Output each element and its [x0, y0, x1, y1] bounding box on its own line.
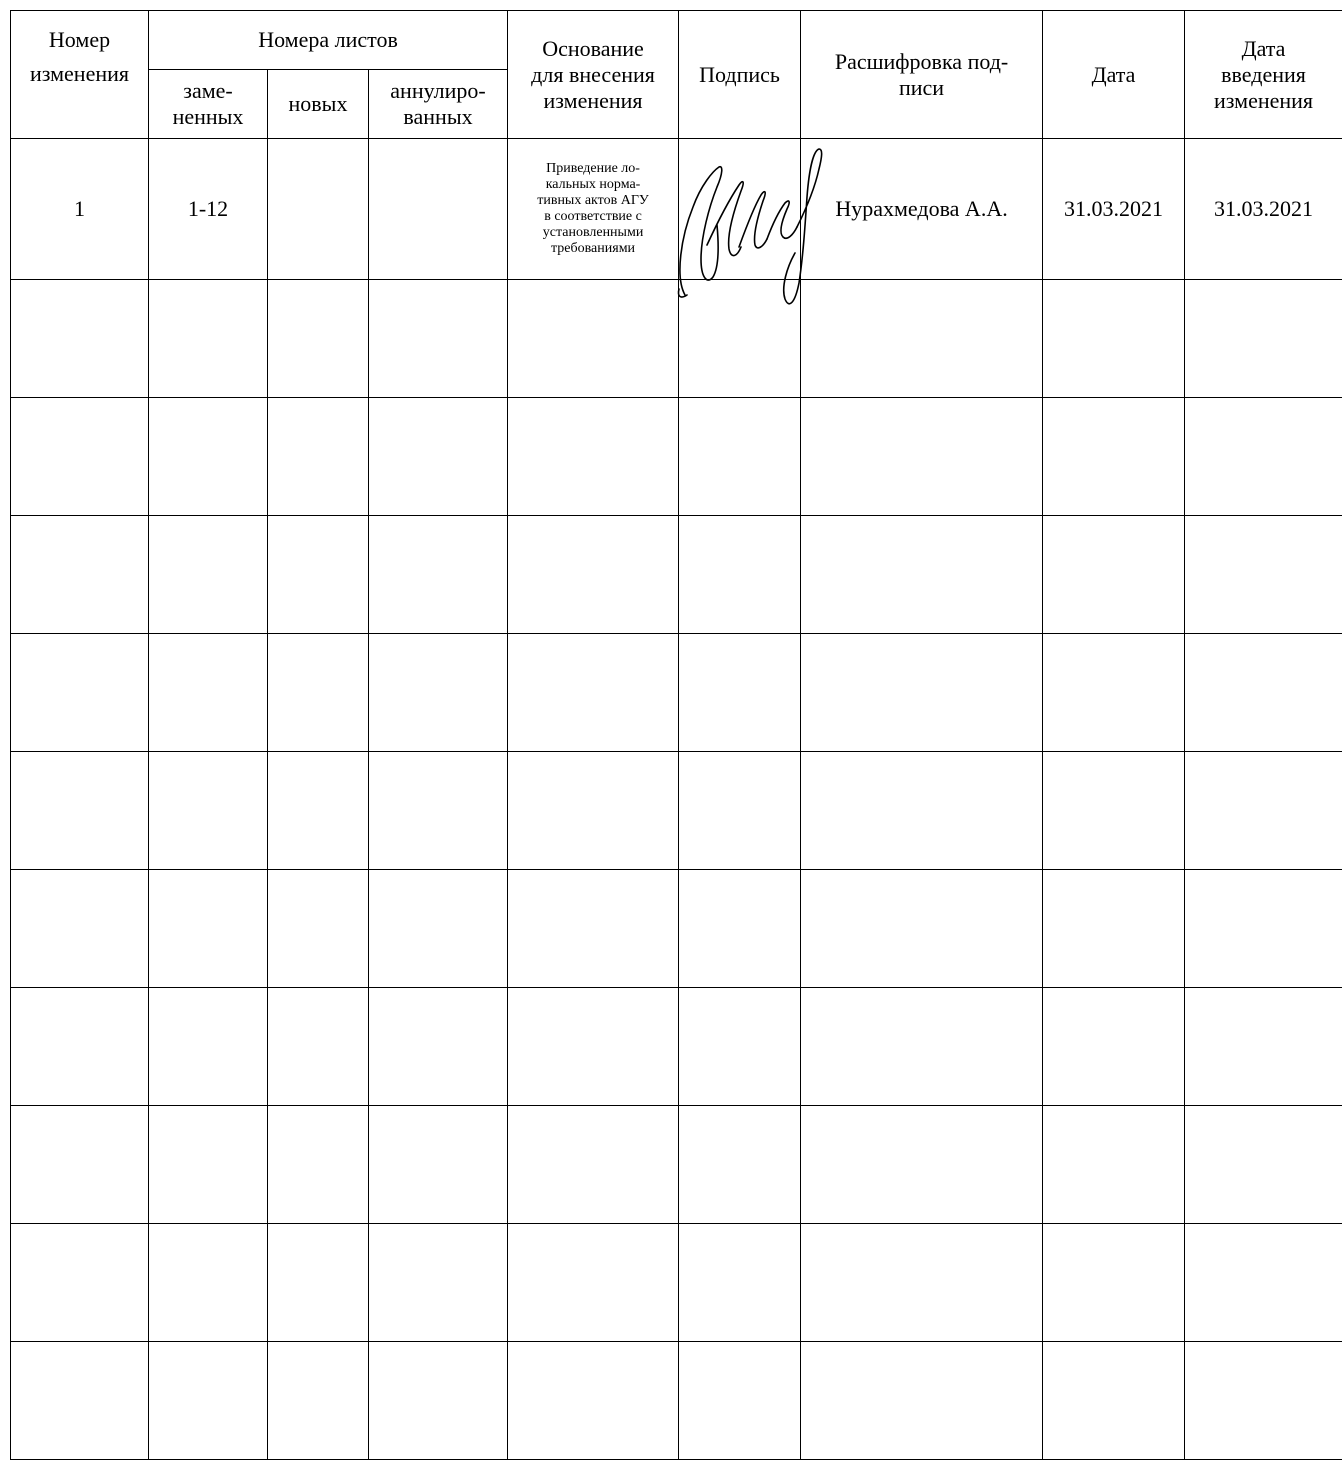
header-decoding-line1: Расшифровка под- [835, 49, 1008, 74]
cell-signature [679, 139, 801, 280]
cell-cancelled [369, 139, 508, 280]
cell-empty [1043, 1224, 1185, 1342]
cell-replaced: 1-12 [149, 139, 268, 280]
cell-empty [679, 516, 801, 634]
cell-empty [1185, 280, 1342, 398]
table-row [11, 280, 1342, 398]
table-row [11, 1224, 1342, 1342]
cell-empty [369, 752, 508, 870]
header-introduction-date [1185, 11, 1342, 139]
cell-empty [1185, 398, 1342, 516]
cell-empty [149, 280, 268, 398]
cell-empty [268, 634, 369, 752]
cell-empty [1043, 1106, 1185, 1224]
cell-empty [369, 280, 508, 398]
cell-empty [679, 398, 801, 516]
cell-empty [11, 988, 149, 1106]
cell-empty [149, 1224, 268, 1342]
cell-empty [1185, 870, 1342, 988]
cell-signature-decoding: Нурахмедова А.А. [801, 139, 1043, 280]
cell-empty [1043, 988, 1185, 1106]
table-row [11, 516, 1342, 634]
header-replaced: заме- ненных [149, 70, 268, 139]
header-row-1 [11, 11, 1342, 70]
cell-basis [508, 139, 679, 280]
basis-text: Приведение ло- кальных норма- тивных актов АГУ в соответствие с установленными требованиями [508, 161, 678, 257]
cell-empty [149, 988, 268, 1106]
cell-empty [508, 398, 679, 516]
header-sheet-numbers: Номера листов [149, 11, 508, 70]
cell-empty [369, 1224, 508, 1342]
cell-empty [679, 1224, 801, 1342]
table-row [11, 634, 1342, 752]
cell-empty [268, 1224, 369, 1342]
table-row [11, 752, 1342, 870]
header-cancelled: аннулиро- ванных [369, 70, 508, 139]
cell-empty [508, 870, 679, 988]
cell-empty [1043, 398, 1185, 516]
cell-empty [801, 280, 1043, 398]
cell-empty [11, 1342, 149, 1460]
cell-empty [1185, 752, 1342, 870]
cell-empty [369, 634, 508, 752]
cell-empty [1185, 1106, 1342, 1224]
cell-empty [1043, 634, 1185, 752]
cell-empty [369, 516, 508, 634]
cell-empty [268, 1106, 369, 1224]
cell-empty [801, 634, 1043, 752]
table-row [11, 139, 1342, 280]
cell-empty [11, 516, 149, 634]
cell-empty [801, 870, 1043, 988]
cell-empty [801, 752, 1043, 870]
cell-empty [149, 1342, 268, 1460]
cell-empty [369, 398, 508, 516]
header-new: новых [268, 70, 369, 139]
header-intro-date-line1: Дата [1242, 36, 1286, 61]
header-change-number-line2: изменения [30, 61, 129, 87]
header-date: Дата [1043, 11, 1185, 139]
cell-empty [1043, 752, 1185, 870]
cell-empty [11, 752, 149, 870]
cell-empty [11, 280, 149, 398]
cell-empty [679, 634, 801, 752]
cell-empty [1043, 516, 1185, 634]
cell-empty [508, 280, 679, 398]
cell-empty [149, 752, 268, 870]
cell-empty [149, 516, 268, 634]
table-row [11, 1106, 1342, 1224]
cell-empty [268, 870, 369, 988]
cell-empty [149, 1106, 268, 1224]
cell-empty [11, 1224, 149, 1342]
cell-empty [369, 988, 508, 1106]
cell-empty [679, 870, 801, 988]
header-decoding-line2: писи [899, 75, 944, 100]
cell-empty [149, 634, 268, 752]
cell-empty [801, 516, 1043, 634]
cell-empty [508, 752, 679, 870]
header-signature-decoding [801, 11, 1043, 139]
cell-empty [801, 1224, 1043, 1342]
cell-empty [268, 988, 369, 1106]
cell-empty [508, 634, 679, 752]
cell-empty [801, 398, 1043, 516]
cell-empty [679, 280, 801, 398]
cell-date: 31.03.2021 [1043, 139, 1185, 280]
cell-empty [801, 1342, 1043, 1460]
header-basis-line2: для внесения [531, 62, 655, 87]
cell-empty [268, 398, 369, 516]
table-row [11, 1342, 1342, 1460]
cell-empty [369, 870, 508, 988]
cell-empty [149, 398, 268, 516]
cell-empty [679, 1342, 801, 1460]
header-basis-line3: изменения [544, 88, 643, 113]
cell-empty [11, 870, 149, 988]
cell-empty [508, 1224, 679, 1342]
cell-empty [11, 398, 149, 516]
cell-empty [508, 1106, 679, 1224]
cell-empty [149, 870, 268, 988]
cell-empty [268, 752, 369, 870]
header-intro-date-line2: введения [1221, 62, 1306, 87]
cell-empty [679, 988, 801, 1106]
cell-empty [268, 280, 369, 398]
table-row [11, 398, 1342, 516]
header-basis-line1: Основание [542, 36, 644, 61]
header-basis [508, 11, 679, 139]
cell-empty [508, 988, 679, 1106]
cell-empty [1185, 1224, 1342, 1342]
cell-empty [1185, 516, 1342, 634]
header-intro-date-line3: изменения [1214, 88, 1313, 113]
cell-empty [801, 1106, 1043, 1224]
table-row [11, 988, 1342, 1106]
table-row [11, 870, 1342, 988]
cell-empty [11, 1106, 149, 1224]
cell-empty [1185, 634, 1342, 752]
header-signature: Подпись [679, 11, 801, 139]
cell-empty [1185, 988, 1342, 1106]
cell-introduction-date: 31.03.2021 [1185, 139, 1342, 280]
cell-empty [679, 1106, 801, 1224]
header-change-number [11, 11, 149, 139]
cell-empty [679, 752, 801, 870]
cell-empty [801, 988, 1043, 1106]
cell-empty [1043, 870, 1185, 988]
cell-empty [369, 1106, 508, 1224]
cell-empty [268, 1342, 369, 1460]
cell-empty [508, 516, 679, 634]
cell-empty [268, 516, 369, 634]
cell-empty [508, 1342, 679, 1460]
cell-empty [1185, 1342, 1342, 1460]
cell-new [268, 139, 369, 280]
cell-empty [11, 634, 149, 752]
cell-empty [1043, 1342, 1185, 1460]
cell-change-number: 1 [11, 139, 149, 280]
cell-empty [1043, 280, 1185, 398]
cell-empty [369, 1342, 508, 1460]
header-change-number-line1: Номер [49, 27, 110, 53]
change-log-table [10, 10, 1342, 1460]
